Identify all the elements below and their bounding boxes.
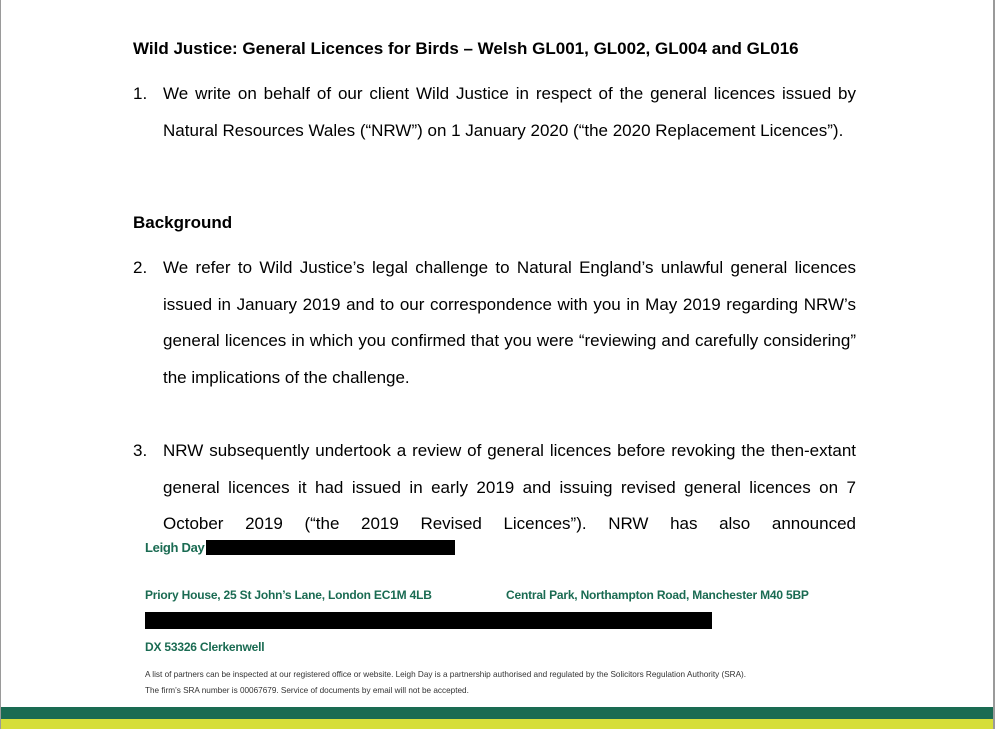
letter-title: Wild Justice: General Licences for Birds – Welsh GL001, GL002, GL004 and GL016: [133, 39, 799, 58]
footer-address-manchester: Central Park, Northampton Road, Manchester M40 5BP: [506, 588, 809, 602]
paragraph-text: We refer to Wild Justice’s legal challenge to Natural England’s unlawful general licences issued in January 2019 and to our correspondence with you in May 2019 regarding NRW’s general licences in which you confirmed that you were “reviewing and carefully considering” the implications of the challenge.: [163, 258, 856, 388]
redaction-bar: [145, 612, 712, 629]
paragraph-1: [133, 76, 856, 149]
paragraph-text: NRW subsequently undertook a review of general licences before revoking the then-extant general licences it had issued in early 2019 and issuing revised general licences on 7 October 2019 (“the 2019 Revised Licences”). NRW has also announced: [163, 441, 856, 534]
footer-band-yellow: [1, 719, 993, 729]
footer-address-london: Priory House, 25 St John’s Lane, London EC1M 4LB: [145, 588, 432, 602]
paragraph-number: 2.: [133, 258, 148, 277]
page-border-left: [0, 0, 1, 729]
footer-dx: DX 53326 Clerkenwell: [145, 640, 265, 654]
footer-note-line-1: A list of partners can be inspected at our registered office or website. Leigh Day is a partnership authorised and regulated by the Solicitors Regulation Authority (SRA).: [145, 670, 747, 679]
footer-band-green: [1, 707, 993, 719]
paragraph-2: [133, 250, 856, 397]
footer-note-line-2: The firm’s SRA number is 00067679. Service of documents by email will not be accepted.: [145, 686, 469, 695]
paragraph-number: 3.: [133, 441, 148, 460]
paragraph-number: 1.: [133, 84, 148, 103]
section-heading-background: Background: [133, 213, 233, 232]
footer-firm-name: Leigh Day: [145, 540, 205, 555]
redaction-bar: [206, 540, 455, 555]
paragraph-3: [133, 433, 856, 543]
paragraph-text: We write on behalf of our client Wild Justice in respect of the general licences issued by Natural Resources Wales (“NRW”) on 1 January 2020 (“the 2020 Replacement Licences”).: [163, 84, 856, 140]
